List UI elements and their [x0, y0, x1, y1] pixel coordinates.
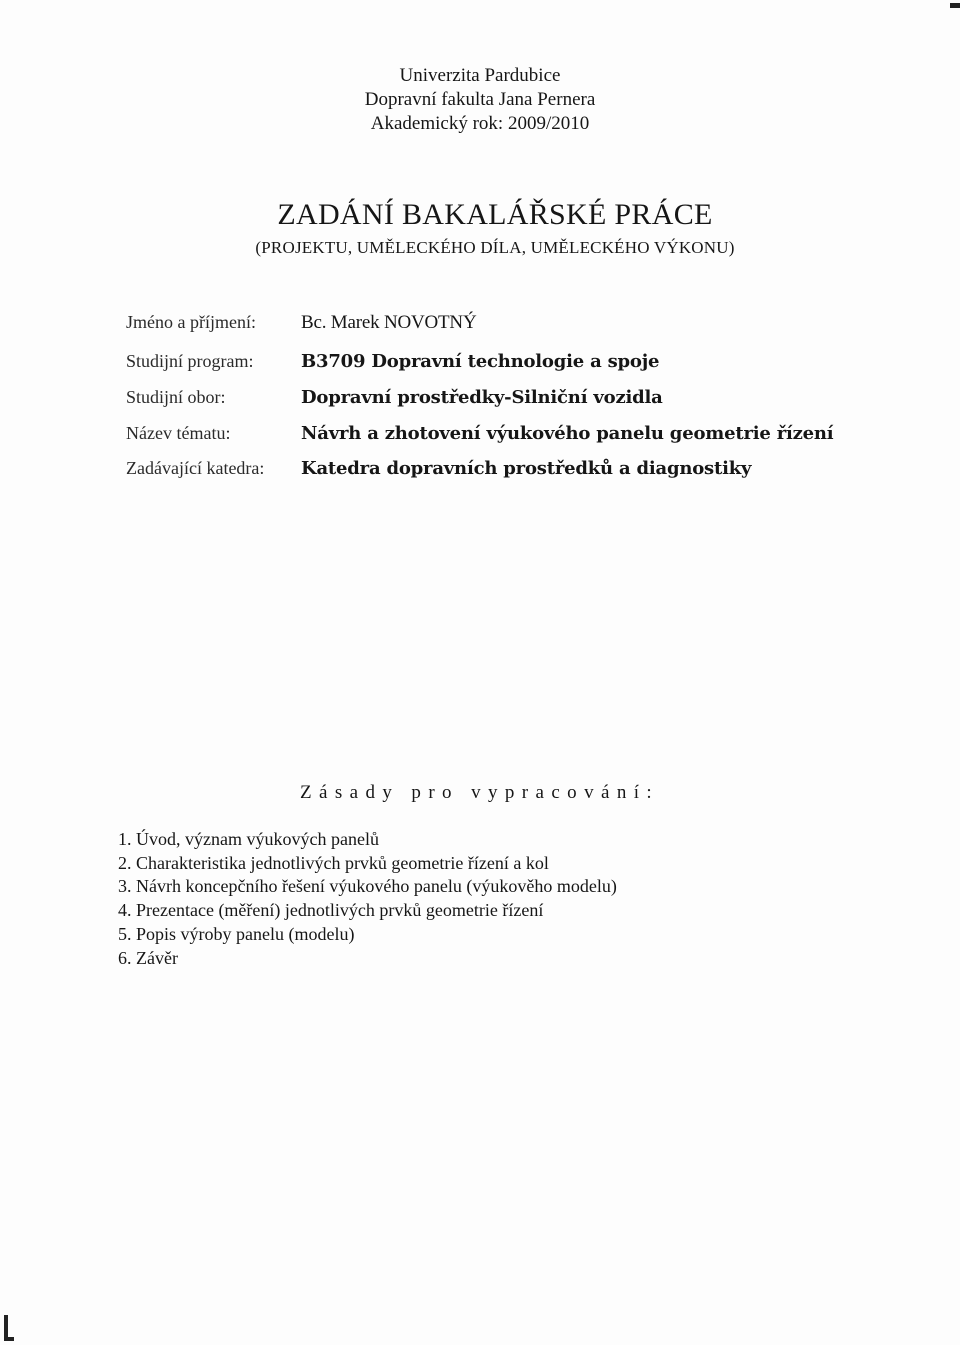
scan-mark-bottom — [4, 1315, 8, 1341]
guidelines-item: 1. Úvod, význam výukových panelů — [118, 829, 379, 849]
info-label-department: Zadávající katedra: — [126, 458, 265, 478]
faculty-name: Dopravní fakulta Jana Pernera — [364, 89, 596, 110]
info-value-department: Katedra dopravních prostředků a diagnostiky — [301, 458, 752, 479]
info-row-program — [0, 351, 960, 381]
guidelines-item: 2. Charakteristika jednotlivých prvků geometrie řízení a kol — [118, 852, 549, 873]
guidelines-item: 6. Závěr — [118, 947, 178, 968]
info-value-field: Dopravní prostředky-Silniční vozidla — [301, 387, 663, 408]
academic-year: Akademický rok: 2009/2010 — [370, 113, 590, 134]
document-header — [0, 64, 960, 136]
info-value-name: Bc. Marek NOVOTNÝ — [301, 312, 477, 333]
info-row-field — [0, 387, 960, 417]
scan-mark-top — [950, 3, 960, 8]
info-label-name: Jméno a příjmení: — [126, 312, 256, 332]
document-subtitle: (PROJEKTU, UMĚLECKÉHO DÍLA, UMĚLECKÉHO VÝKONU) — [255, 238, 735, 257]
document-title: ZADÁNÍ BAKALÁŘSKÉ PRÁCE — [277, 198, 713, 231]
info-row-department — [0, 458, 960, 488]
info-value-program: B3709 Dopravní technologie a spoje — [301, 351, 660, 372]
guidelines-item: 5. Popis výroby panelu (modelu) — [118, 923, 355, 944]
guidelines-item: 3. Návrh koncepčního řešení výukového panelu (výukověho modelu) — [118, 876, 617, 897]
guidelines-list — [118, 828, 617, 970]
info-row-name — [0, 312, 960, 342]
info-label-field: Studijní obor: — [126, 387, 226, 407]
info-row-topic — [0, 423, 960, 453]
university-name: Univerzita Pardubice — [399, 65, 561, 86]
info-label-topic: Název tématu: — [126, 423, 231, 443]
info-value-topic: Návrh a zhotovení výukového panelu geometrie řízení — [301, 423, 834, 444]
guidelines-item: 4. Prezentace (měření) jednotlivých prvků geometrie řízení — [118, 900, 544, 921]
guidelines-heading: Zásady pro vypracování: — [300, 782, 660, 803]
info-label-program: Studijní program: — [126, 351, 254, 371]
